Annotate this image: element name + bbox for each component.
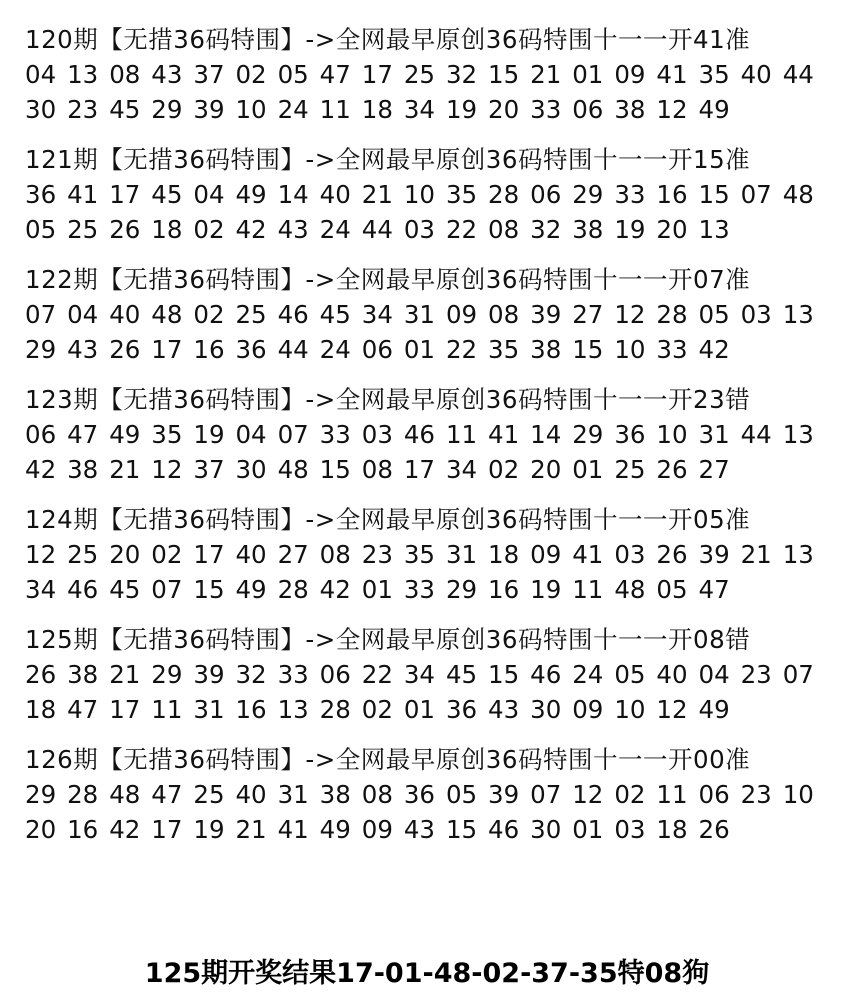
number-cell: 19 <box>445 95 478 124</box>
number-cell: 16 <box>67 815 99 844</box>
number-cell: 46 <box>530 660 562 689</box>
number-cell: 42 <box>698 335 730 364</box>
number-cell: 05 <box>698 300 730 329</box>
number-cell: 38 <box>530 335 562 364</box>
period-block <box>25 502 825 607</box>
number-cell: 13 <box>67 60 99 89</box>
period-block <box>25 262 825 367</box>
number-cell: 10 <box>656 420 688 449</box>
number-row <box>25 537 825 572</box>
period-header <box>25 502 825 537</box>
number-cell: 04 <box>193 180 225 209</box>
number-cell: 23 <box>740 660 772 689</box>
number-cell: 10 <box>235 95 267 124</box>
number-cell: 15 <box>193 575 225 604</box>
number-row <box>25 452 825 487</box>
number-cell: 35 <box>403 540 436 569</box>
number-cell: 45 <box>151 180 183 209</box>
number-cell: 07 <box>740 180 772 209</box>
number-cell: 16 <box>235 695 267 724</box>
number-cell: 22 <box>361 660 393 689</box>
number-cell: 05 <box>445 780 478 809</box>
number-cell: 03 <box>614 540 646 569</box>
number-cell: 19 <box>193 815 225 844</box>
period-block <box>25 742 825 847</box>
number-cell: 30 <box>235 455 267 484</box>
number-cell: 47 <box>67 420 99 449</box>
number-row <box>25 812 825 847</box>
number-cell: 40 <box>740 60 772 89</box>
number-cell: 45 <box>109 575 141 604</box>
number-cell: 12 <box>572 780 604 809</box>
number-cell: 26 <box>25 660 57 689</box>
number-cell: 43 <box>277 215 309 244</box>
number-cell: 34 <box>403 660 436 689</box>
number-cell: 31 <box>698 420 730 449</box>
number-cell: 16 <box>488 575 520 604</box>
period-header-text: 125期【无措36码特围】->全网最早原创36码特围十一一开08错 <box>25 625 751 654</box>
number-cell: 20 <box>25 815 57 844</box>
number-cell: 23 <box>740 780 772 809</box>
number-cell: 35 <box>488 335 520 364</box>
number-cell: 15 <box>698 180 730 209</box>
number-cell: 39 <box>698 540 730 569</box>
number-cell: 25 <box>403 60 436 89</box>
number-cell: 11 <box>319 95 351 124</box>
number-cell: 29 <box>572 180 604 209</box>
number-cell: 39 <box>193 95 225 124</box>
number-cell: 37 <box>193 60 225 89</box>
number-cell: 49 <box>698 95 730 124</box>
number-cell: 35 <box>151 420 183 449</box>
number-cell: 01 <box>361 575 393 604</box>
number-cell: 34 <box>361 300 393 329</box>
period-block <box>25 142 825 247</box>
number-cell: 49 <box>109 420 141 449</box>
number-cell: 31 <box>403 300 436 329</box>
number-cell: 14 <box>277 180 309 209</box>
number-cell: 10 <box>614 695 646 724</box>
number-cell: 40 <box>109 300 141 329</box>
number-cell: 26 <box>109 335 141 364</box>
number-cell: 18 <box>656 815 688 844</box>
number-cell: 30 <box>530 815 562 844</box>
number-cell: 44 <box>361 215 393 244</box>
period-header-text: 123期【无措36码特围】->全网最早原创36码特围十一一开23错 <box>25 385 751 414</box>
number-cell: 43 <box>67 335 99 364</box>
number-cell: 02 <box>193 215 225 244</box>
number-cell: 29 <box>445 575 478 604</box>
number-cell: 12 <box>614 300 646 329</box>
number-cell: 49 <box>235 575 267 604</box>
number-cell: 31 <box>445 540 478 569</box>
number-cell: 31 <box>193 695 225 724</box>
number-cell: 06 <box>572 95 604 124</box>
number-cell: 18 <box>25 695 57 724</box>
number-cell: 29 <box>25 780 57 809</box>
number-cell: 29 <box>151 660 183 689</box>
number-cell: 06 <box>319 660 351 689</box>
number-cell: 34 <box>403 95 436 124</box>
number-cell: 02 <box>151 540 183 569</box>
number-cell: 39 <box>530 300 562 329</box>
number-cell: 45 <box>109 95 141 124</box>
number-cell: 08 <box>361 780 393 809</box>
number-cell: 16 <box>656 180 688 209</box>
number-cell: 24 <box>572 660 604 689</box>
number-cell: 33 <box>403 575 436 604</box>
number-cell: 13 <box>782 540 814 569</box>
number-cell: 09 <box>614 60 646 89</box>
number-row <box>25 57 825 92</box>
number-cell: 07 <box>277 420 309 449</box>
number-cell: 40 <box>319 180 351 209</box>
prediction-list <box>25 22 825 862</box>
number-cell: 34 <box>25 575 57 604</box>
number-cell: 41 <box>67 180 99 209</box>
number-row <box>25 297 825 332</box>
number-cell: 21 <box>109 660 141 689</box>
number-cell: 41 <box>572 540 604 569</box>
number-cell: 02 <box>193 300 225 329</box>
period-header <box>25 262 825 297</box>
number-cell: 06 <box>530 180 562 209</box>
number-cell: 04 <box>235 420 267 449</box>
number-cell: 28 <box>67 780 99 809</box>
number-cell: 48 <box>277 455 309 484</box>
number-cell: 26 <box>109 215 141 244</box>
number-cell: 48 <box>151 300 183 329</box>
number-cell: 41 <box>277 815 309 844</box>
number-cell: 12 <box>656 95 688 124</box>
number-cell: 07 <box>151 575 183 604</box>
number-row <box>25 92 825 127</box>
number-cell: 33 <box>656 335 688 364</box>
period-header-text: 124期【无措36码特围】->全网最早原创36码特围十一一开05准 <box>25 505 751 534</box>
number-cell: 24 <box>319 215 351 244</box>
number-cell: 01 <box>403 695 436 724</box>
draw-result-footer: 125期开奖结果17-01-48-02-37-35特08狗 <box>144 958 710 989</box>
number-cell: 05 <box>614 660 646 689</box>
number-cell: 10 <box>782 780 814 809</box>
number-cell: 32 <box>445 60 478 89</box>
number-cell: 25 <box>67 215 99 244</box>
number-cell: 18 <box>361 95 393 124</box>
period-block <box>25 382 825 487</box>
number-cell: 07 <box>530 780 562 809</box>
number-cell: 20 <box>488 95 520 124</box>
period-header-text: 122期【无措36码特围】->全网最早原创36码特围十一一开07准 <box>25 265 751 294</box>
number-cell: 20 <box>656 215 688 244</box>
number-cell: 42 <box>319 575 351 604</box>
number-row <box>25 417 825 452</box>
number-cell: 14 <box>530 420 562 449</box>
number-cell: 17 <box>403 455 436 484</box>
number-cell: 21 <box>740 540 772 569</box>
number-cell: 09 <box>572 695 604 724</box>
number-cell: 06 <box>25 420 57 449</box>
number-cell: 02 <box>361 695 393 724</box>
number-cell: 44 <box>277 335 309 364</box>
number-cell: 28 <box>488 180 520 209</box>
number-cell: 46 <box>403 420 436 449</box>
period-header-text: 126期【无措36码特围】->全网最早原创36码特围十一一开00准 <box>25 745 751 774</box>
number-cell: 04 <box>698 660 730 689</box>
number-cell: 15 <box>572 335 604 364</box>
number-cell: 13 <box>698 215 730 244</box>
number-cell: 18 <box>488 540 520 569</box>
number-row <box>25 657 825 692</box>
period-header <box>25 382 825 417</box>
number-cell: 09 <box>361 815 393 844</box>
number-cell: 39 <box>488 780 520 809</box>
number-cell: 16 <box>193 335 225 364</box>
number-cell: 47 <box>319 60 351 89</box>
number-cell: 21 <box>361 180 393 209</box>
number-row <box>25 212 825 247</box>
number-cell: 41 <box>488 420 520 449</box>
number-cell: 24 <box>319 335 351 364</box>
number-cell: 48 <box>614 575 646 604</box>
number-cell: 19 <box>530 575 562 604</box>
number-cell: 49 <box>698 695 730 724</box>
number-cell: 38 <box>67 660 99 689</box>
number-cell: 26 <box>698 815 730 844</box>
number-cell: 29 <box>25 335 57 364</box>
number-cell: 20 <box>109 540 141 569</box>
number-cell: 13 <box>782 300 814 329</box>
number-cell: 46 <box>277 300 309 329</box>
number-cell: 28 <box>319 695 351 724</box>
number-cell: 26 <box>656 540 688 569</box>
number-cell: 05 <box>25 215 57 244</box>
number-cell: 08 <box>361 455 393 484</box>
period-header-text: 121期【无措36码特围】->全网最早原创36码特围十一一开15准 <box>25 145 751 174</box>
number-cell: 05 <box>656 575 688 604</box>
number-cell: 33 <box>530 95 562 124</box>
number-cell: 27 <box>277 540 309 569</box>
number-cell: 01 <box>572 455 604 484</box>
number-cell: 25 <box>193 780 225 809</box>
number-cell: 22 <box>445 335 478 364</box>
number-cell: 26 <box>656 455 688 484</box>
number-cell: 03 <box>740 300 772 329</box>
number-cell: 02 <box>235 60 267 89</box>
number-cell: 07 <box>25 300 57 329</box>
number-cell: 47 <box>67 695 99 724</box>
number-row <box>25 572 825 607</box>
number-cell: 30 <box>530 695 562 724</box>
number-row <box>25 177 825 212</box>
number-cell: 42 <box>235 215 267 244</box>
number-cell: 01 <box>572 815 604 844</box>
number-cell: 17 <box>109 180 141 209</box>
number-cell: 37 <box>193 455 225 484</box>
number-cell: 11 <box>445 420 478 449</box>
number-cell: 09 <box>445 300 478 329</box>
period-header <box>25 22 825 57</box>
number-cell: 17 <box>151 815 183 844</box>
number-cell: 30 <box>25 95 57 124</box>
number-cell: 06 <box>361 335 393 364</box>
number-cell: 40 <box>656 660 688 689</box>
number-cell: 27 <box>698 455 730 484</box>
period-header <box>25 142 825 177</box>
number-cell: 12 <box>151 455 183 484</box>
number-cell: 28 <box>656 300 688 329</box>
number-cell: 10 <box>614 335 646 364</box>
number-cell: 38 <box>319 780 351 809</box>
number-cell: 36 <box>403 780 436 809</box>
number-cell: 22 <box>445 215 478 244</box>
number-cell: 02 <box>488 455 520 484</box>
number-cell: 21 <box>109 455 141 484</box>
number-cell: 27 <box>572 300 604 329</box>
number-cell: 36 <box>235 335 267 364</box>
number-cell: 35 <box>698 60 730 89</box>
number-cell: 43 <box>151 60 183 89</box>
number-cell: 11 <box>572 575 604 604</box>
period-header <box>25 742 825 777</box>
number-cell: 19 <box>193 420 225 449</box>
number-cell: 25 <box>67 540 99 569</box>
number-cell: 24 <box>277 95 309 124</box>
number-cell: 01 <box>403 335 436 364</box>
number-cell: 36 <box>614 420 646 449</box>
number-cell: 42 <box>25 455 57 484</box>
number-cell: 08 <box>488 215 520 244</box>
number-cell: 02 <box>614 780 646 809</box>
number-cell: 44 <box>740 420 772 449</box>
number-cell: 35 <box>445 180 478 209</box>
number-cell: 13 <box>782 420 814 449</box>
number-cell: 32 <box>530 215 562 244</box>
number-cell: 03 <box>614 815 646 844</box>
number-cell: 17 <box>151 335 183 364</box>
period-block <box>25 22 825 127</box>
number-cell: 03 <box>361 420 393 449</box>
number-cell: 33 <box>319 420 351 449</box>
number-cell: 48 <box>782 180 814 209</box>
number-cell: 41 <box>656 60 688 89</box>
number-cell: 43 <box>488 695 520 724</box>
number-cell: 33 <box>614 180 646 209</box>
number-cell: 38 <box>572 215 604 244</box>
number-cell: 18 <box>151 215 183 244</box>
number-cell: 17 <box>193 540 225 569</box>
number-cell: 15 <box>319 455 351 484</box>
number-cell: 11 <box>151 695 183 724</box>
number-cell: 44 <box>782 60 814 89</box>
number-cell: 07 <box>782 660 814 689</box>
number-row <box>25 777 825 812</box>
number-cell: 01 <box>572 60 604 89</box>
number-cell: 20 <box>530 455 562 484</box>
number-cell: 36 <box>445 695 478 724</box>
number-cell: 12 <box>25 540 57 569</box>
number-cell: 33 <box>277 660 309 689</box>
number-cell: 06 <box>698 780 730 809</box>
number-cell: 12 <box>656 695 688 724</box>
number-cell: 45 <box>319 300 351 329</box>
number-cell: 40 <box>235 540 267 569</box>
number-cell: 34 <box>445 455 478 484</box>
number-cell: 31 <box>277 780 309 809</box>
number-cell: 23 <box>67 95 99 124</box>
number-cell: 15 <box>488 60 520 89</box>
number-cell: 29 <box>572 420 604 449</box>
number-cell: 47 <box>698 575 730 604</box>
number-cell: 49 <box>319 815 351 844</box>
period-header <box>25 622 825 657</box>
number-cell: 17 <box>109 695 141 724</box>
number-cell: 08 <box>488 300 520 329</box>
number-cell: 40 <box>235 780 267 809</box>
number-cell: 15 <box>488 660 520 689</box>
number-cell: 42 <box>109 815 141 844</box>
number-cell: 17 <box>361 60 393 89</box>
number-cell: 47 <box>151 780 183 809</box>
number-cell: 13 <box>277 695 309 724</box>
number-cell: 21 <box>530 60 562 89</box>
number-cell: 04 <box>25 60 57 89</box>
number-cell: 48 <box>109 780 141 809</box>
number-cell: 08 <box>319 540 351 569</box>
number-cell: 45 <box>445 660 478 689</box>
number-row <box>25 332 825 367</box>
number-cell: 46 <box>488 815 520 844</box>
number-cell: 03 <box>403 215 436 244</box>
number-cell: 38 <box>67 455 99 484</box>
number-cell: 25 <box>235 300 267 329</box>
period-block <box>25 622 825 727</box>
number-cell: 05 <box>277 60 309 89</box>
number-cell: 10 <box>403 180 436 209</box>
number-cell: 23 <box>361 540 393 569</box>
number-cell: 36 <box>25 180 57 209</box>
number-cell: 25 <box>614 455 646 484</box>
period-header-text: 120期【无措36码特围】->全网最早原创36码特围十一一开41准 <box>25 25 751 54</box>
number-cell: 21 <box>235 815 267 844</box>
number-cell: 49 <box>235 180 267 209</box>
number-cell: 46 <box>67 575 99 604</box>
number-cell: 32 <box>235 660 267 689</box>
number-cell: 08 <box>109 60 141 89</box>
number-cell: 28 <box>277 575 309 604</box>
number-cell: 29 <box>151 95 183 124</box>
number-cell: 11 <box>656 780 688 809</box>
number-cell: 43 <box>403 815 436 844</box>
number-cell: 09 <box>530 540 562 569</box>
number-cell: 19 <box>614 215 646 244</box>
number-row <box>25 692 825 727</box>
number-cell: 38 <box>614 95 646 124</box>
number-cell: 39 <box>193 660 225 689</box>
number-cell: 15 <box>445 815 478 844</box>
number-cell: 04 <box>67 300 99 329</box>
